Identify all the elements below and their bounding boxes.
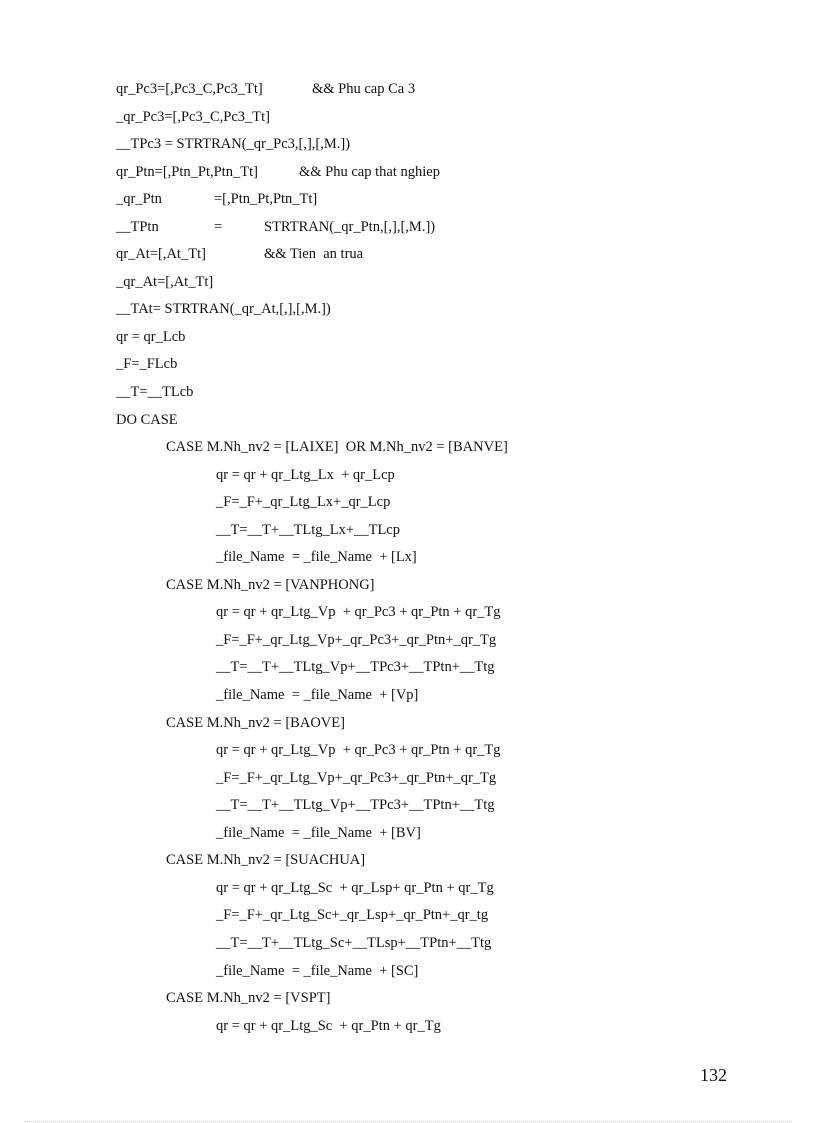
code-line [116, 462, 736, 490]
code-line [116, 599, 736, 627]
code-line [116, 186, 736, 214]
code-segment: _F=_F+_qr_Ltg_Lx+_qr_Lcp [216, 494, 391, 511]
code-line [116, 820, 736, 848]
code-segment: __T=__TLcb [116, 384, 194, 401]
code-segment: qr = qr + qr_Ltg_Lx + qr_Lcp [216, 466, 395, 483]
code-segment: __T=__T+__TLtg_Lx+__TLcp [216, 521, 400, 538]
code-segment: CASE M.Nh_nv2 = [LAIXE] OR M.Nh_nv2 = [BANVE] [166, 439, 508, 456]
code-segment: _file_Name = _file_Name + [Lx] [216, 549, 417, 566]
code-line [116, 379, 736, 407]
code-line [116, 131, 736, 159]
code-segment: __TAt= STRTRAN(_qr_At,[,],[,M.]) [116, 301, 331, 318]
code-segment: _file_Name = _file_Name + [Vp] [216, 687, 419, 704]
code-segment: CASE M.Nh_nv2 = [SUACHUA] [166, 852, 366, 869]
code-segment: __T=__T+__TLtg_Sc+__TLsp+__TPtn+__Ttg [216, 934, 492, 951]
code-line [116, 654, 736, 682]
code-segment: CASE M.Nh_nv2 = [VSPT] [166, 990, 331, 1007]
code-line [116, 985, 736, 1013]
code-segment: CASE M.Nh_nv2 = [BAOVE] [166, 714, 345, 731]
code-line [116, 241, 736, 269]
code-segment: __T=__T+__TLtg_Vp+__TPc3+__TPtn+__Ttg [216, 797, 495, 814]
code-line [116, 517, 736, 545]
code-line [116, 159, 736, 187]
code-segment: _qr_Pc3=[,Pc3_C,Pc3_Tt] [116, 108, 270, 125]
code-segment: qr = qr + qr_Ltg_Vp + qr_Pc3 + qr_Ptn + qr_Tg [216, 742, 501, 759]
code-segment: _F=_F+_qr_Ltg_Vp+_qr_Pc3+_qr_Ptn+_qr_Tg [216, 769, 497, 786]
code-segment: && Phu cap that nghiep [299, 163, 440, 180]
code-line [116, 296, 736, 324]
code-segment: =[,Ptn_Pt,Ptn_Tt] [214, 191, 318, 208]
code-segment: __TPc3 = STRTRAN(_qr_Pc3,[,],[,M.]) [116, 136, 351, 153]
code-segment: CASE M.Nh_nv2 = [VANPHONG] [166, 576, 375, 593]
code-line [116, 930, 736, 958]
code-line [116, 489, 736, 517]
code-segment: qr_Pc3=[,Pc3_C,Pc3_Tt] [116, 81, 263, 97]
code-line [116, 1013, 736, 1041]
code-segment: qr = qr_Lcb [116, 328, 186, 345]
code-segment: _file_Name = _file_Name + [BV] [216, 824, 421, 841]
code-line [116, 214, 736, 242]
code-segment: && Tien an trua [264, 246, 364, 263]
code-segment: qr = qr + qr_Ltg_Vp + qr_Pc3 + qr_Ptn + qr_Tg [216, 604, 501, 621]
code-line [116, 434, 736, 462]
code-segment: && Phu cap Ca 3 [312, 81, 416, 97]
code-segment: _F=_F+_qr_Ltg_Sc+_qr_Lsp+_qr_Ptn+_qr_tg [216, 907, 489, 924]
code-segment: _file_Name = _file_Name + [SC] [216, 962, 419, 979]
code-line [116, 104, 736, 132]
code-segment: _qr_At=[,At_Tt] [116, 273, 214, 290]
page-number: 132 [700, 1065, 727, 1085]
code-segment: qr_Ptn=[,Ptn_Pt,Ptn_Tt] [116, 163, 258, 180]
code-line [116, 958, 736, 986]
code-segment: qr_At=[,At_Tt] [116, 246, 206, 263]
code-line [116, 627, 736, 655]
code-segment: qr = qr + qr_Ltg_Sc + qr_Lsp+ qr_Ptn + qr_Tg [216, 879, 494, 896]
code-line [116, 875, 736, 903]
code-segment: _qr_Ptn [116, 191, 162, 208]
code-line [116, 765, 736, 793]
code-listing [116, 76, 736, 1040]
code-segment: __TPtn [116, 218, 159, 235]
code-segment: __T=__T+__TLtg_Vp+__TPc3+__TPtn+__Ttg [216, 659, 495, 676]
code-segment: = [214, 218, 223, 235]
code-line [116, 710, 736, 738]
code-line [116, 324, 736, 352]
code-line [116, 737, 736, 765]
code-line [116, 407, 736, 435]
code-segment: _F=_FLcb [116, 356, 178, 373]
page-bottom-divider [24, 1121, 792, 1122]
code-line [116, 269, 736, 297]
code-segment: STRTRAN(_qr_Ptn,[,],[,M.]) [264, 218, 436, 235]
code-line [116, 847, 736, 875]
code-line [116, 76, 736, 104]
code-segment: qr = qr + qr_Ltg_Sc + qr_Ptn + qr_Tg [216, 1017, 441, 1034]
code-segment: _F=_F+_qr_Ltg_Vp+_qr_Pc3+_qr_Ptn+_qr_Tg [216, 631, 497, 648]
code-line [116, 544, 736, 572]
code-segment: DO CASE [116, 411, 178, 428]
code-line [116, 572, 736, 600]
code-line [116, 682, 736, 710]
code-line [116, 792, 736, 820]
code-line [116, 351, 736, 379]
code-line [116, 902, 736, 930]
